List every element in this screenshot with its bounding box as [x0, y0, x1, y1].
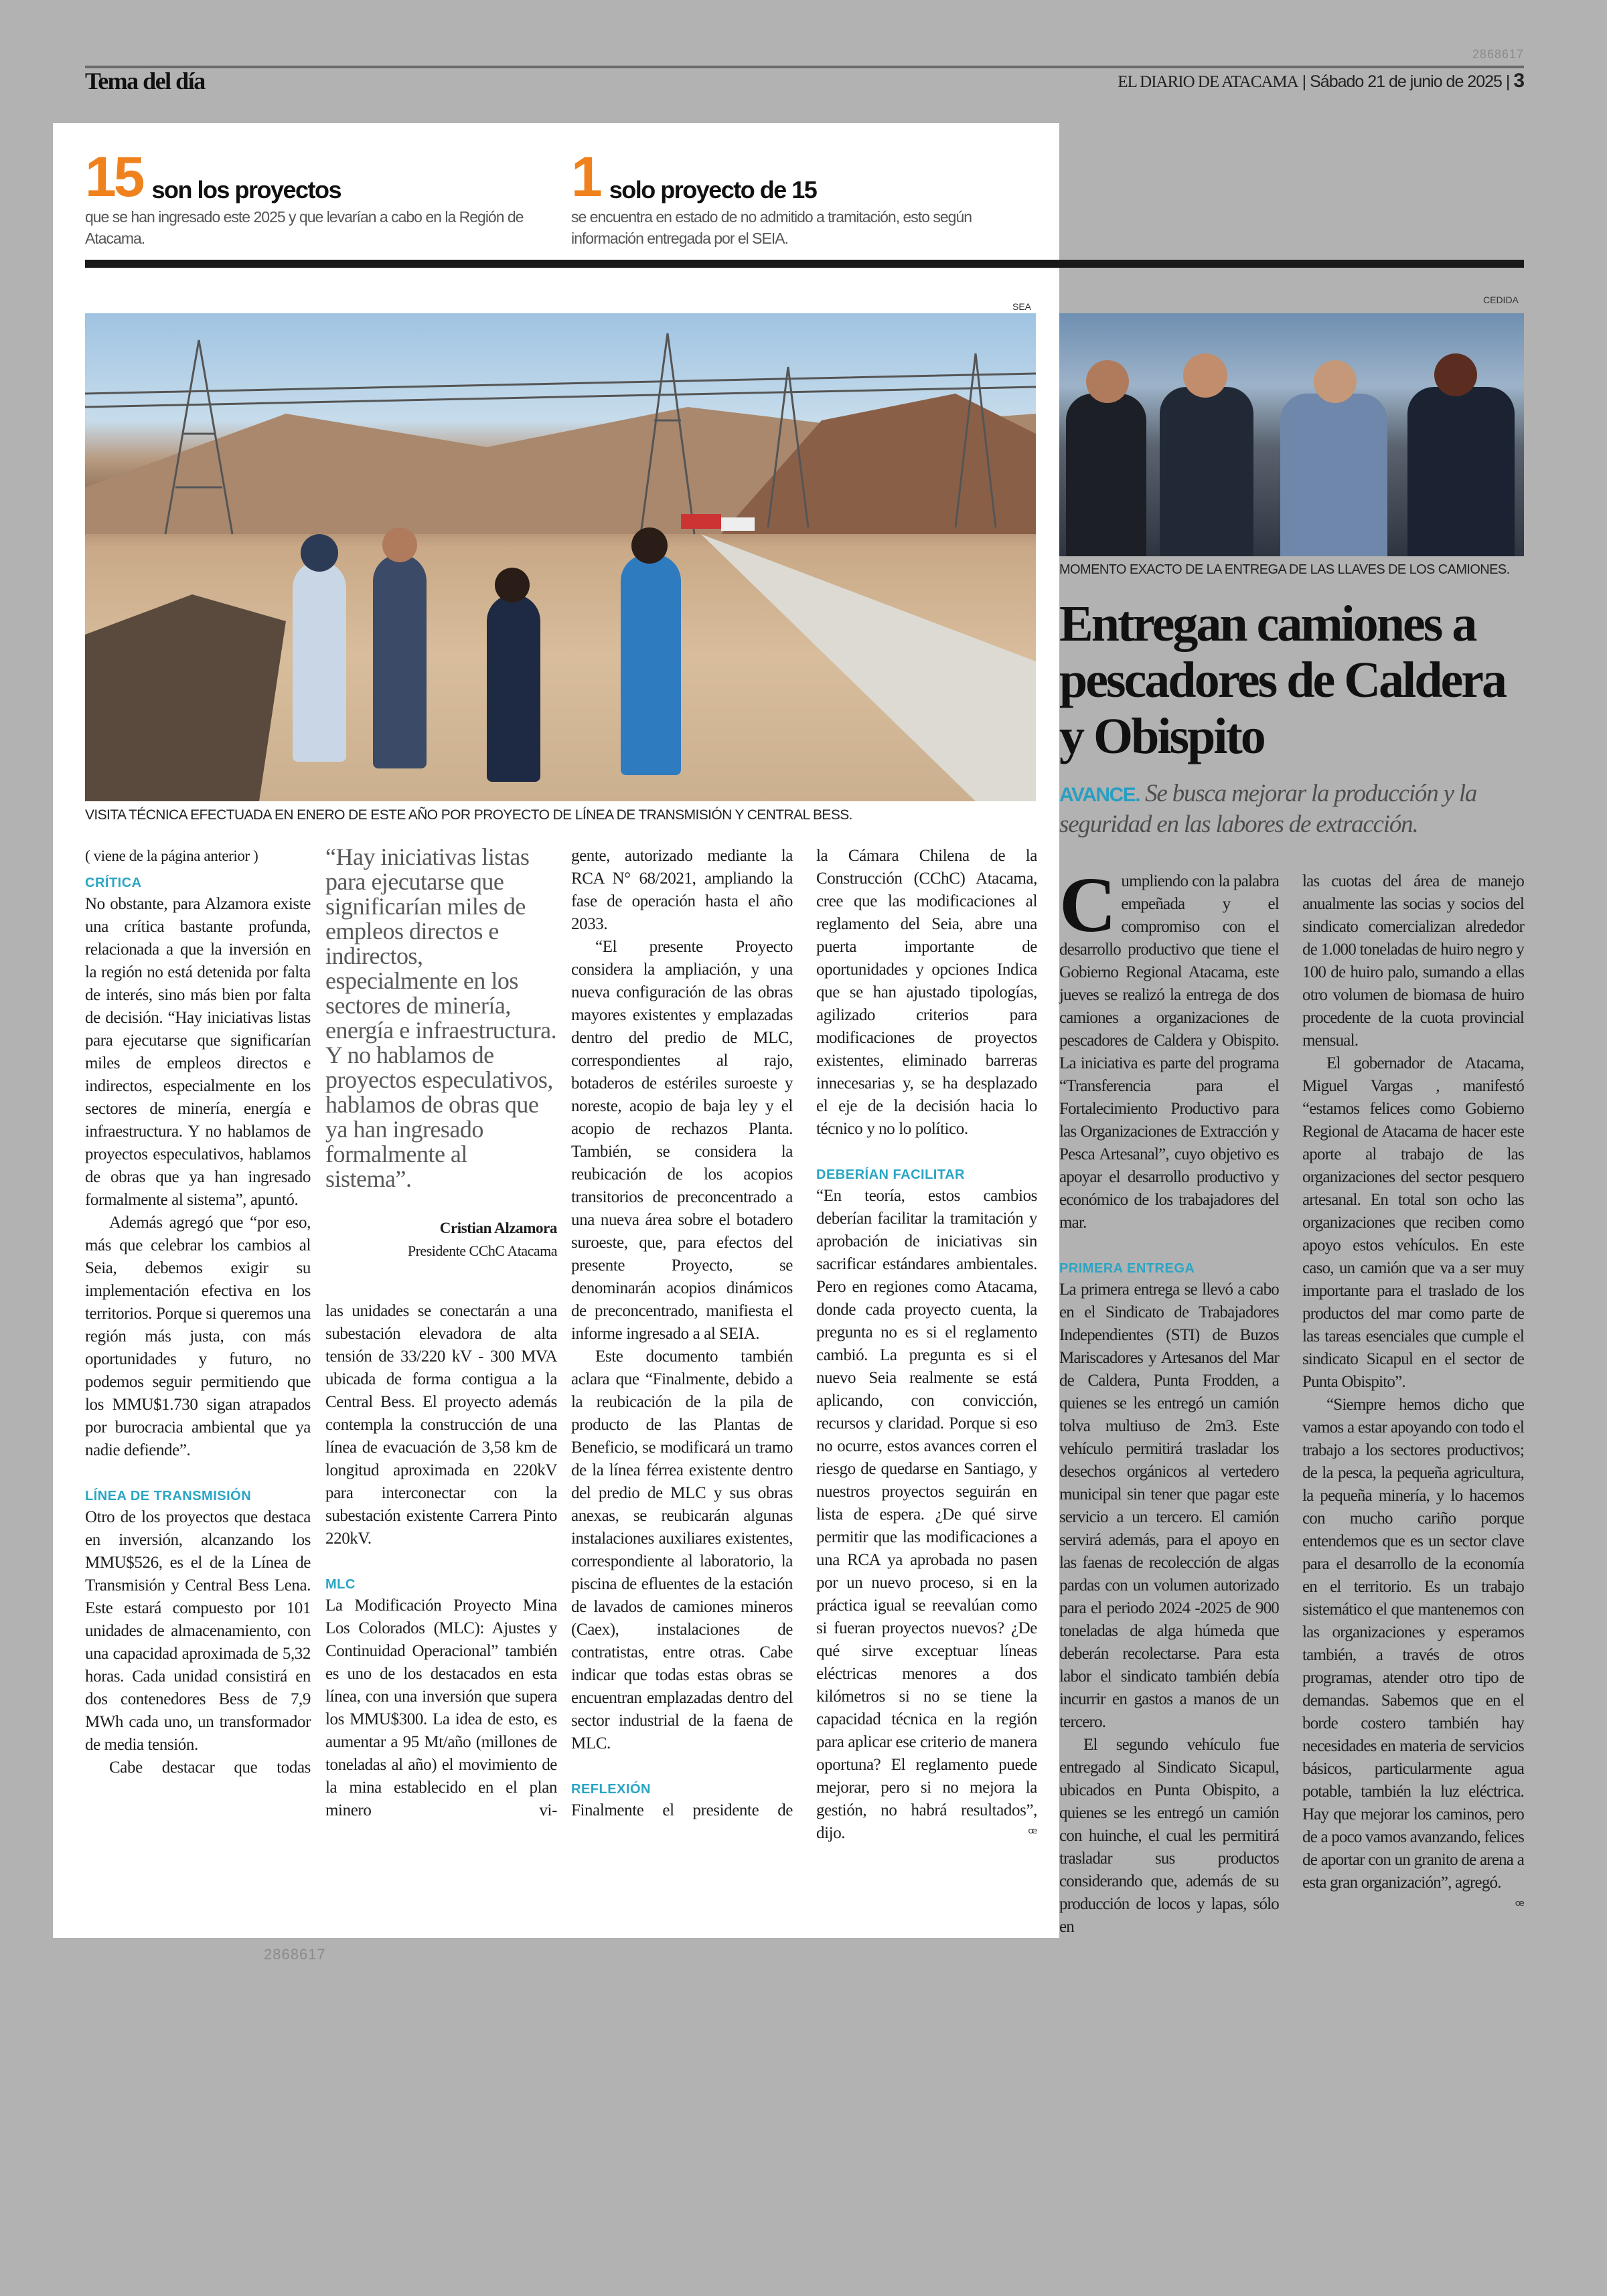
stat-block: [85, 145, 554, 249]
photo-site-visit: [85, 313, 1036, 801]
pull-quote: “Hay iniciativas listas para ejecutarse que significarían miles de empleos directos e indirectos, especialmente en los sectores de minería, energía e infraestructura. Y no hablamos de proyectos especulativos, hablamos de obras que ya han ingresado formalmente al sistema”.: [325, 843, 557, 1192]
stat-label: son los proyectos: [151, 176, 341, 203]
person-head: [382, 527, 417, 562]
person-head: [495, 568, 530, 602]
paragraph: la Cámara Chilena de la Construcción (CChC) Atacama, cree que las modificaciones al reglamento del Seia, abre una puerta importante de oportunidades y opciones Indica que se han ajustado tipologías, agilizado criterios para modificaciones de proyectos existentes, eliminado barreras innecesarias y, se ha desplazado el eje de la decisión hacia lo técnico y no lo político.: [816, 847, 1037, 1138]
person-figure: [1407, 387, 1515, 556]
subheading-linea-transmision: LÍNEA DE TRANSMISIÓN: [85, 1489, 252, 1503]
article-deck: [1059, 779, 1528, 839]
top-rule: [85, 66, 1524, 68]
issue-date: Sábado 21 de junio de 2025: [1310, 72, 1502, 91]
subheading-reflexion: REFLEXIÓN: [571, 1782, 651, 1797]
stat-description: que se han ingresado este 2025 y que levarían a cabo en la Región de Atacama.: [85, 208, 524, 247]
person-figure: [1066, 394, 1146, 556]
end-of-article-icon: ꟹ: [1028, 1825, 1037, 1841]
paragraph-text: umpliendo con la palabra empeñada y el compromiso con el desarrollo productivo que tiene el Gobierno Regional Atacama, este jueves se realizó la entrega de dos camiones a organizaciones de pescadores de Caldera y Obispito. La iniciativa es parte del programa “Transferencia para el Fortalecimiento Productivo para las Organizaciones de Extracción y Pesca Artesanal”, cuyo objetivo es apoyar el desarrollo productivo y económico de los trabajadores del mar.: [1059, 872, 1279, 1232]
person-head: [1183, 353, 1227, 398]
article-column-4: [816, 845, 1037, 1845]
paragraph: Además agregó que “por eso, más que celebrar los cambios al Seia, debemos exigir su implementación efectiva en los territorios. Porque si queremos una región más justa, con más oportunidades y futuro, no podemos seguir permitiendo que los MMU$1.730 sigan atrapados por burocracia ambiental que ya nadie defiende”.: [85, 1214, 311, 1459]
paragraph: [816, 1185, 1037, 1845]
person-figure: [1280, 394, 1387, 556]
watermark: 2868617: [1472, 48, 1524, 61]
paragraph: El gobernador de Atacama, Miguel Vargas , manifestó “estamos felices como Gobierno Regional de Atacama de hacer este aporte al trabajo de las organizaciones del sector pesquero artesanal. En total son ocho las organizaciones que reciben como apoyo estos vehículos. En este caso, un camión que va a ser muy importante para el traslado de los productos del mar como parte de las tareas esenciales que cumple el sindicato Sicapul en el sector de Punta Obispito”.: [1302, 1054, 1524, 1391]
paragraph: gente, autorizado mediante la RCA N° 68/2021, ampliando la fase de operación hasta el año 2033.: [571, 847, 793, 933]
person-head: [1434, 353, 1477, 396]
paragraph-text: “En teoría, estos cambios deberían facilitar la tramitación y aprobación de iniciativas sin sacrificar estándares ambientales. Pero en regiones como Atacama, donde cada proyecto cuenta, la pregunta no es si el reglamento cambió. La pregunta es si el nuevo Seia realmente se está aplicando, con convicción, recursos y claridad. Porque si eso no ocurre, estos avances corren el riesgo de quedarse en Santiago, y nuestros proyectos seguirán en lista de espera. ¿De qué sirve permitir que las modificaciones a una RCA ya aprobada no pasen por un nuevo proceso, si en la práctica igual se reevalúan como si fueran proyectos nuevos? ¿De qué sirve exceptuar líneas eléctricas menores a dos kilómetros si no se tiene la capacidad técnica en la región para aplicar ese criterio de manera oportuna? El reglamento puede mejorar, pero si no mejora la gestión, no habrá resultados”, dijo.: [816, 1187, 1037, 1842]
paragraph: [1059, 861, 1279, 1234]
divider-bar: [85, 260, 1524, 268]
quote-author: Cristian Alzamora: [439, 1220, 557, 1236]
photo-truck-keys: [1059, 313, 1524, 556]
paragraph: Este documento también aclara que “Finalmente, debido a la reubicación de la pila de producto de las Plantas de Beneficio, se modificará un tramo de la línea férrea existente dentro del predio de MLC y sus obras anexas, se reubicarán algunas instalaciones auxiliares existentes, correspondiente al laboratorio, la piscina de efluentes de la estación de lavados de camiones mineros (Caex), instalaciones de contratistas, entre otras. Cabe indicar que todas estas obras se encuentran emplazadas dentro del sector industrial de la faena de MLC.: [571, 1347, 793, 1752]
article-column-2: [325, 845, 557, 1822]
section-title: Tema del día: [85, 68, 205, 94]
paper-name: EL DIARIO DE ATACAMA: [1118, 73, 1298, 91]
masthead: [1118, 70, 1524, 92]
page-number: 3: [1513, 70, 1524, 92]
person-head: [631, 527, 668, 564]
quote-author-role: Presidente CChC Atacama: [407, 1242, 557, 1259]
person-figure: [487, 594, 540, 782]
deck-kicker: AVANCE.: [1059, 784, 1140, 806]
watermark: 2868617: [264, 1946, 326, 1963]
side-article-column-1: [1059, 861, 1279, 1939]
paragraph: [1302, 1394, 1524, 1914]
person-figure: [373, 554, 427, 768]
person-figure: [621, 554, 681, 775]
person-head: [301, 534, 338, 572]
photo-credit: SEA: [1012, 301, 1032, 312]
paragraph: “El presente Proyecto considera la ampliación, y una nueva configuración de las obras mayores existentes y emplazadas dentro del predio de MLC, correspondientes al rajo, botaderos de estériles suroeste y noreste, acopio de baja ley y el acopio de rechazos Planta. También, se considera la reubicación de los acopios transitorios de preconcentrado a una nueva área sobre el botadero suroeste, que, para efectos del presente Proyecto, se denominarán acopios dinámicos de preconcentrado, manifiesta el informe ingresado a al SEIA.: [571, 938, 793, 1343]
paragraph: El segundo vehículo fue entregado al Sindicato Sicapul, ubicados en Punta Obispito, a quienes se les entregó un camión con huinche, el cual les permitirá trasladar sus productos considerando que, además de su producción de locos y lapas, sólo en: [1059, 1736, 1279, 1936]
stat-description: se encuentra en estado de no admitido a tramitación, esto según información entregada por el SEIA.: [571, 208, 972, 247]
stat-number: 15: [85, 145, 143, 208]
person-head: [1086, 360, 1129, 403]
article-column-1: [85, 845, 311, 1779]
subheading-mlc: MLC: [325, 1577, 356, 1592]
paragraph: Finalmente el presidente de: [571, 1801, 793, 1819]
separator: |: [1302, 72, 1306, 91]
subheading-primera-entrega: PRIMERA ENTREGA: [1059, 1261, 1195, 1276]
paragraph-text: “Siempre hemos dicho que vamos a estar apoyando con todo el trabajo a los sectores productivos; de la pesca, la pequeña agricultura, la pequeña minería, y lo hacemos con mucho cariño porque entendemos que es un sector clave para el desarrollo de la economía en el territorio. Es un trabajo sistemático el que mantenemos con las organizaciones y esperamos también, a través de otros programas, atender otro tipo de demandas. Sabemos que en el borde costero también hay necesidades en materia de servicios básicos, particularmente agua potable, también la luz eléctrica. Hay que mejorar los caminos, pero de a poco vamos avanzando, felices de aportar con un granito de arena a esta gran organización”, agregó.: [1302, 1396, 1524, 1892]
paragraph: La primera entrega se llevó a cabo en el Sindicato de Trabajadores Independientes (STI) de Buzos Mariscadores y Artesanos del Mar de Caldera, Punta Frodden, a quienes se les entregó un camión tolva multiuso de 2m3. Este vehículo permitirá trasladar los desechos orgánicos al vertedero municipal sin tener que pagar este servicio a un tercero. El camión servirá además, para el apoyo en las faenas de recolección de algas pardas con un volumen autorizado para el periodo 2024 -2025 de 900 toneladas de alga húmeda que deberán recolectarse. Para esta labor el sindicato también debía incurrir en gastos a manos de un tercero.: [1059, 1281, 1279, 1731]
stat-label: solo proyecto de 15: [609, 176, 817, 203]
drop-cap: C: [1059, 861, 1116, 949]
photo-credit: CEDIDA: [1483, 295, 1519, 305]
photo-caption: VISITA TÉCNICA EFECTUADA EN ENERO DE ESTE AÑO POR PROYECTO DE LÍNEA DE TRANSMISIÓN Y CENTRAL BESS.: [85, 807, 852, 823]
subheading-deberian-facilitar: DEBERÍAN FACILITAR: [816, 1167, 965, 1182]
stat-number: 1: [571, 145, 600, 208]
subheading-critica: CRÍTICA: [85, 876, 142, 890]
person-figure: [1160, 387, 1253, 556]
person-head: [1314, 360, 1357, 403]
article-headline: Entregan camiones a pescadores de Caldera y Obispito: [1059, 596, 1505, 764]
paragraph: las unidades se conectarán a una subestación elevadora de alta tensión de 33/220 kV - 300 MVA ubicada de forma contigua a la Central Bess. El proyecto además contempla la construcción de una línea de evacuación de 3,58 km de longitud aproximada en 220kV para interconectar con la subestación existente Carrera Pinto 220kV.: [325, 1302, 557, 1548]
transmission-towers-illustration: [85, 313, 1036, 801]
paragraph: No obstante, para Alzamora existe una crítica bastante profunda, relacionada a que la inversión en la región no está detenida por falta de interés, sino más bien por falta de decisión. “Hay iniciativas listas para ejecutarse que significarían miles de empleos directos e indirectos, especialmente en los sectores de minería, energía e infraestructura. Y no hablamos de proyectos especulativos, hablamos de obras que ya han ingresado formalmente al sistema”, apuntó.: [85, 895, 311, 1209]
paragraph: las cuotas del área de manejo anualmente las socias y socios del sindicato comercializan alrededor de 1.000 toneladas de huiro negro y 100 de huiro palo, sumando a ellas otro volumen de biomasa de huiro procedente de la cuota provincial mensual.: [1302, 872, 1524, 1050]
deck-text: Se busca mejorar la producción y la seguridad en las labores de extracción.: [1059, 780, 1477, 838]
side-article-column-2: [1302, 870, 1524, 1917]
article-column-3: [571, 845, 793, 1822]
separator: |: [1505, 72, 1510, 91]
paragraph: La Modificación Proyecto Mina Los Colorados (MLC): Ajustes y Continuidad Operacional” también es uno de los destacados en esta línea, con una inversión que supera los MMU$300. La idea de esto, es aumentar a 95 Mt/año (millones de toneladas al año) el movimiento de la mina establecido en el plan minero vi-: [325, 1596, 557, 1819]
paragraph: Cabe destacar que todas: [109, 1758, 311, 1777]
paragraph: Otro de los proyectos que destaca en inversión, alcanzando los MMU$526, es el de la Línea de Transmisión y Central Bess Lena. Este estará compuesto por 101 unidades de almacenamiento, con una capacidad aproximada de 5,32 horas. Cada unidad consistirá en dos contenedores Bess de 7,9 MWh cada uno, un transformador de media tensión.: [85, 1508, 311, 1754]
continuation-note: ( viene de la página anterior ): [85, 847, 258, 864]
photo-caption: MOMENTO EXACTO DE LA ENTREGA DE LAS LLAVES DE LOS CAMIONES.: [1059, 562, 1510, 577]
stat-block: [571, 145, 1040, 249]
end-of-article-icon: ꟹ: [1515, 1897, 1524, 1914]
person-figure: [293, 561, 346, 762]
